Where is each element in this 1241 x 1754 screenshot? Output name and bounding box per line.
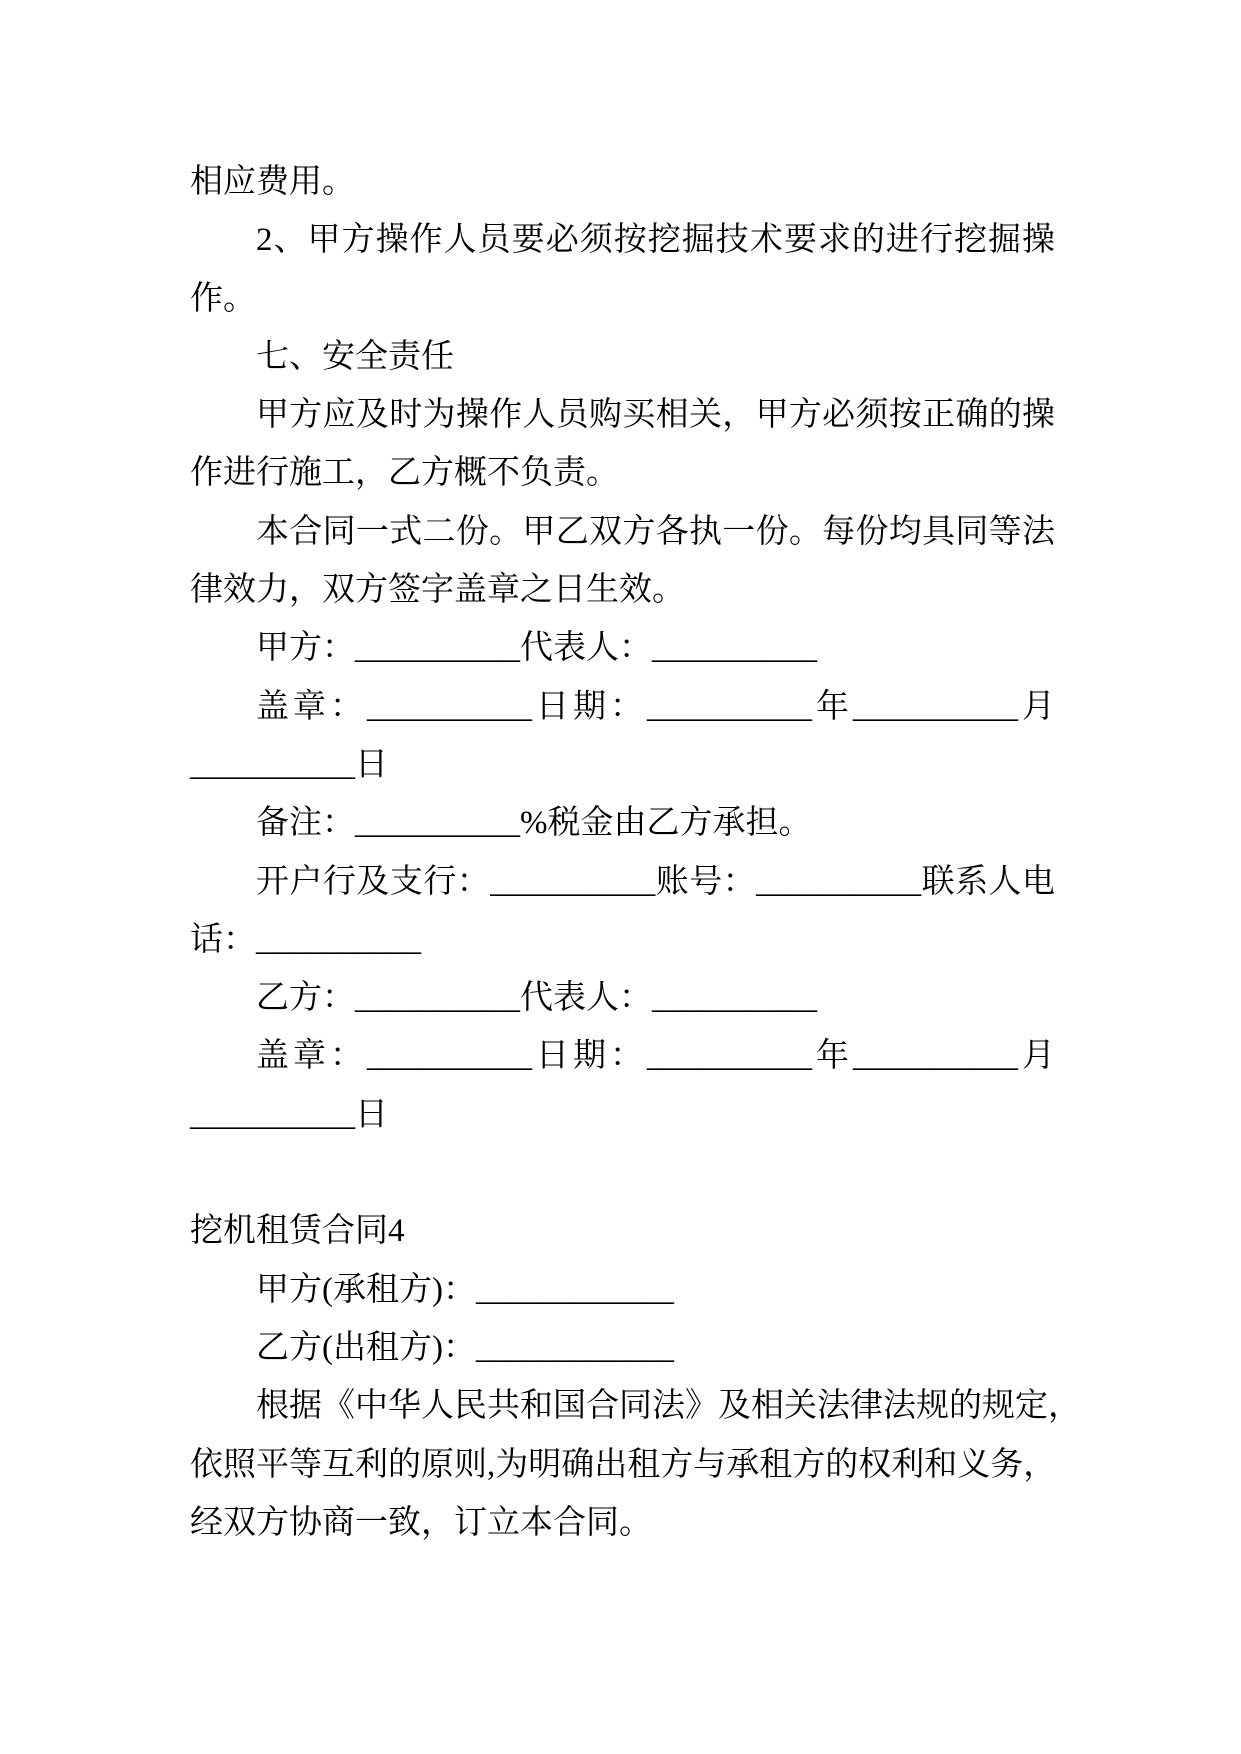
section-heading-safety: [190, 328, 1055, 386]
text-line: 甲方(承租方)：____________: [256, 1271, 674, 1308]
text-line: 依照平等互利的原则,为明确出租方与承租方的权利和义务，: [190, 1446, 1057, 1483]
continued-text: [190, 153, 1055, 211]
text-line: 2、甲方操作人员要必须按挖掘技术要求的进行挖掘操: [256, 222, 1055, 259]
party-a-seal-date: [190, 678, 1055, 795]
continued-section: [190, 153, 1055, 1144]
next-section: [190, 1202, 1081, 1552]
text-line: 盖章：__________日期：__________年__________月: [256, 1038, 1055, 1075]
text-line: 律效力，双方签字盖章之日生效。: [190, 572, 685, 609]
text-line: 乙方：__________代表人：__________: [256, 980, 817, 1017]
text-line: 本合同一式二份。甲乙双方各执一份。每份均具同等法: [256, 513, 1055, 550]
blank-line: [190, 1144, 1055, 1202]
text-line: 开户行及支行：__________账号：__________联系人电: [256, 863, 1055, 900]
remarks-line: [190, 794, 1055, 852]
party-b-signature-line: [190, 969, 1055, 1027]
text-line: 甲方：__________代表人：__________: [256, 630, 817, 667]
heading-line: 七、安全责任: [256, 338, 454, 375]
text-line: 甲方应及时为操作人员购买相关，甲方必须按正确的操: [256, 397, 1055, 434]
party-b-seal-date: [190, 1027, 1055, 1144]
text-line: 相应费用。: [190, 164, 355, 200]
text-line: 作。: [190, 280, 256, 317]
preamble-paragraph: [190, 1377, 1081, 1552]
text-line: 乙方(出租方)：____________: [256, 1329, 674, 1366]
text-line: __________日: [190, 1096, 388, 1133]
safety-clause: [190, 386, 1055, 503]
text-line: 盖章：__________日期：__________年__________月: [256, 688, 1055, 725]
text-line: 作进行施工，乙方概不负责。: [190, 455, 619, 492]
text-line: 备注：__________%税金由乙方承担。: [256, 805, 812, 842]
document-page: [190, 153, 1081, 1552]
text-line: 话：__________: [190, 921, 421, 958]
lessor-field: [190, 1319, 1055, 1377]
clause-2: [190, 211, 1055, 328]
text-line: 根据《中华人民共和国合同法》及相关法律法规的规定，: [256, 1388, 1081, 1425]
document-title: 挖机租赁合同4: [190, 1213, 405, 1250]
copies-clause: [190, 503, 1055, 620]
party-a-signature-line: [190, 619, 1055, 677]
lessee-field: [190, 1261, 1055, 1319]
bank-account-info: [190, 853, 1055, 970]
text-line: 经双方协商一致，订立本合同。: [190, 1504, 652, 1541]
text-line: __________日: [190, 746, 388, 783]
